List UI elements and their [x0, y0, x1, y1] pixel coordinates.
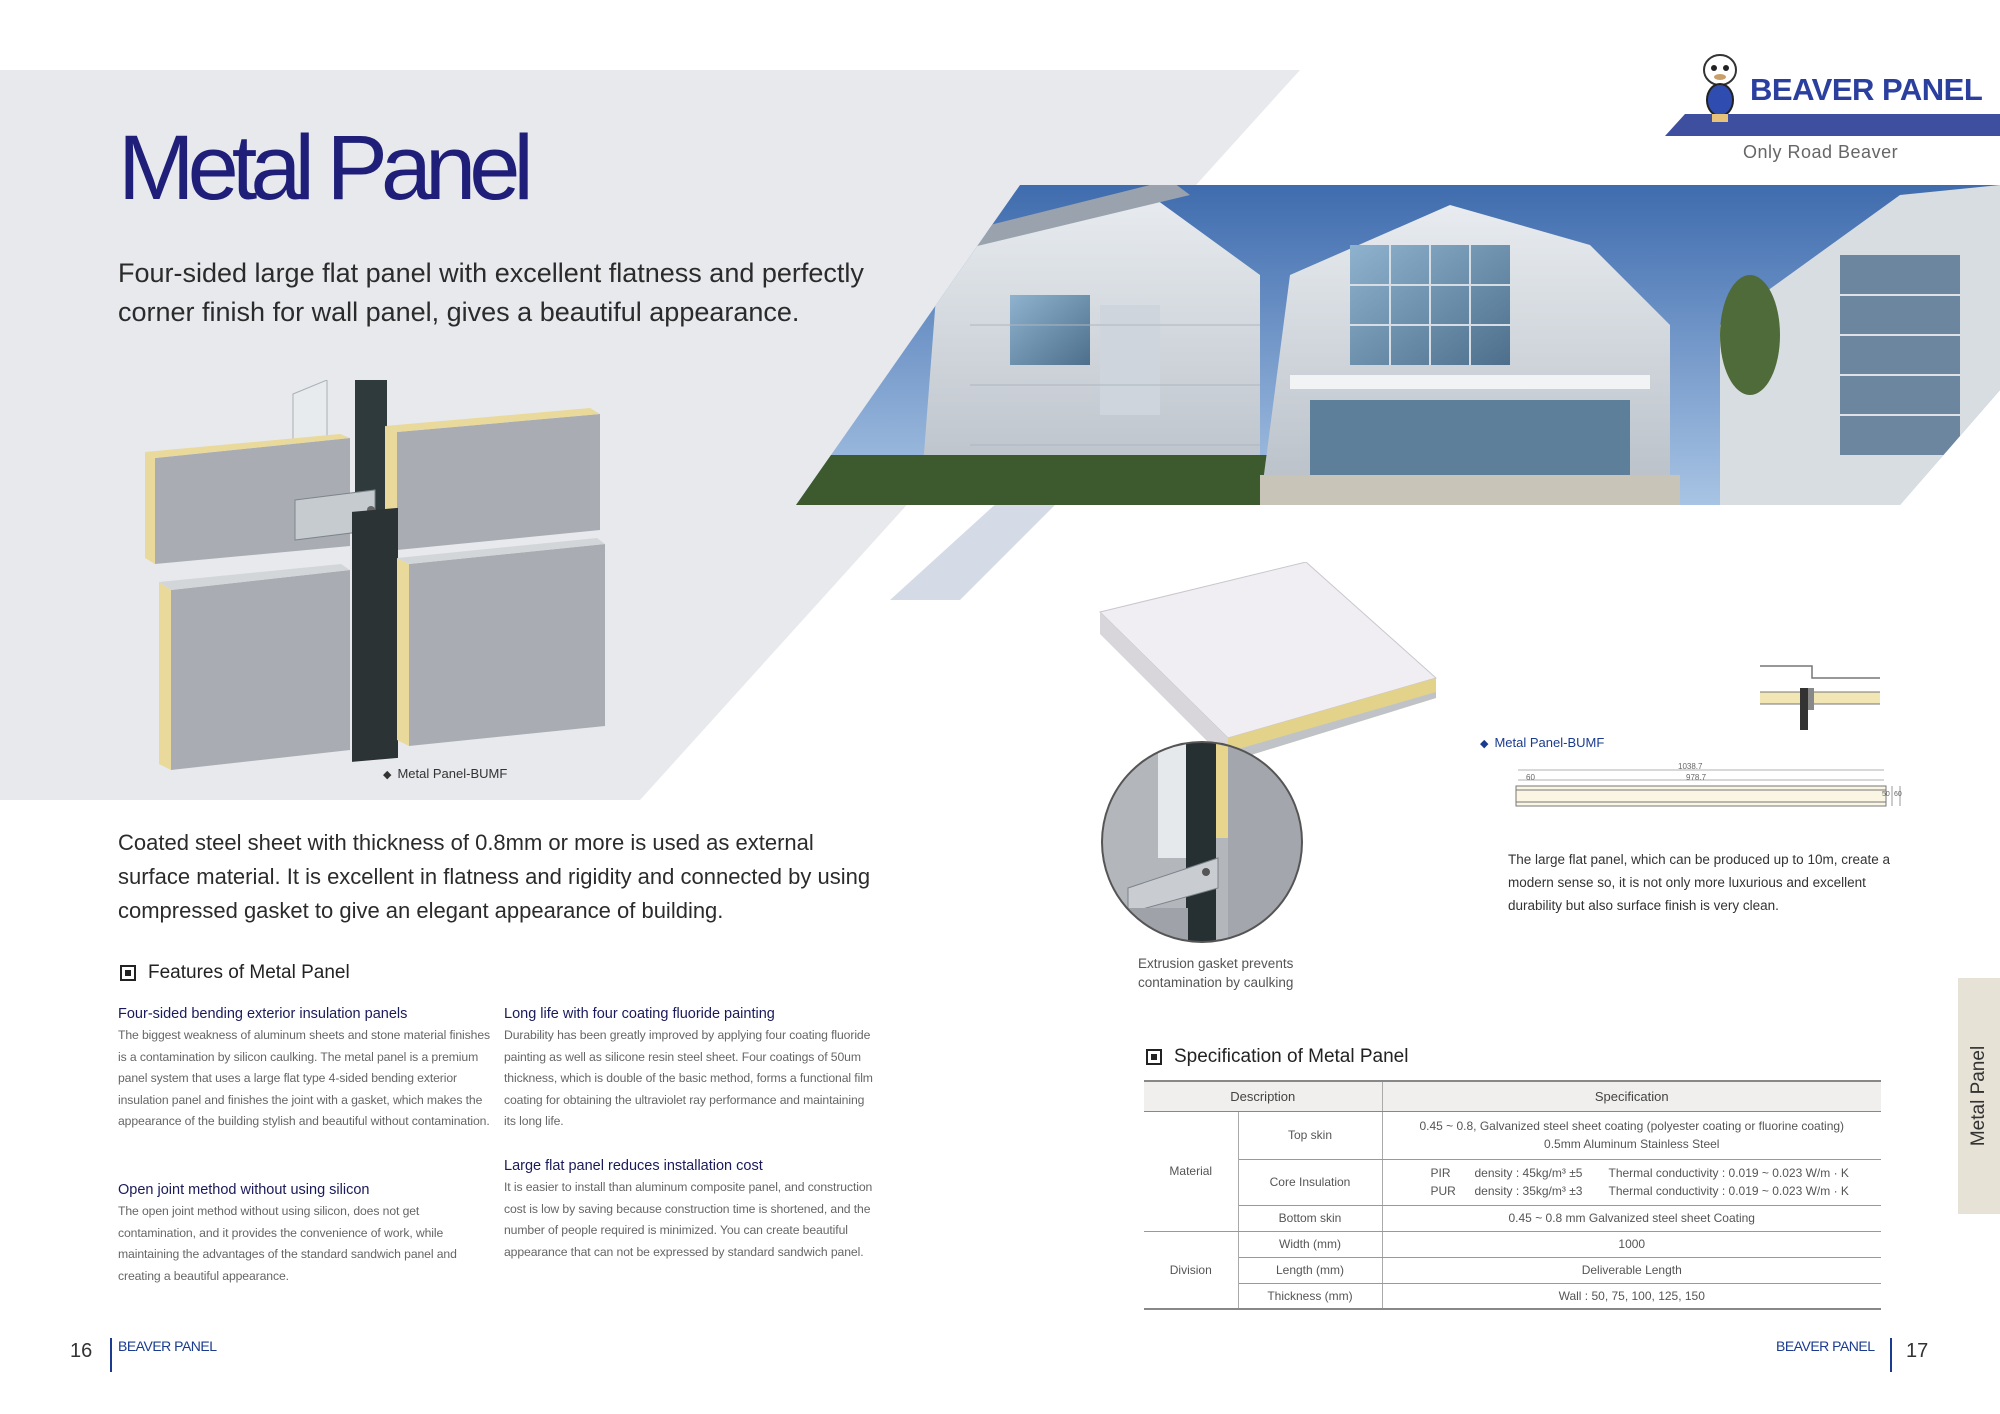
side-tab[interactable]: [1958, 978, 2000, 1214]
pur-thermal: Thermal conductivity : 0.019 ~ 0.023 W/m · K: [1608, 1184, 1849, 1198]
panel-section-drawing: [1508, 760, 1904, 810]
side-tab-label: Metal Panel: [1968, 1045, 1989, 1147]
pir-name: PIR: [1430, 1166, 1451, 1180]
feature-item: [504, 1158, 876, 1263]
feature-body: The open joint method without using silicon, does not get contamination, and it provides the convenience of work, while maintaining the advantages of the standard sandwich panel and creating a beautiful appearance.: [118, 1204, 457, 1283]
left-panel-caption: [383, 766, 507, 781]
material-description: Coated steel sheet with thickness of 0.8mm or more is used as external surface material. It is excellent in flatness and rigidity and connected by using compressed gasket to give an elegant appearance of building.: [118, 830, 871, 923]
table-row: [1144, 1257, 1881, 1283]
pur-density: density : 35kg/m³ ±3: [1474, 1184, 1583, 1198]
square-bullet-icon: [1146, 1049, 1162, 1065]
pur-name: PUR: [1430, 1184, 1456, 1198]
left-footer-divider: [110, 1338, 112, 1372]
left-panel-caption-text: Metal Panel-BUMF: [397, 766, 508, 781]
thickness-value: Wall : 50, 75, 100, 125, 150: [1382, 1283, 1881, 1309]
right-footer-brand: BEAVER PANEL: [1776, 1338, 1875, 1354]
feature-title: Long life with four coating fluoride painting: [504, 1006, 775, 1022]
length-value: Deliverable Length: [1382, 1257, 1881, 1283]
top-skin-value: [1382, 1111, 1881, 1159]
diamond-bullet-icon: ◆: [383, 769, 392, 781]
division-label: Division: [1144, 1231, 1238, 1309]
page-title: Metal Panel: [118, 117, 527, 219]
feature-body: It is easier to install than aluminum composite panel, and construction cost is low by saving because construction time is shortened, and the number of people required is minimized. You can create beautiful appearance that can not be expressed by standard sandwich panel.: [504, 1180, 873, 1259]
panel-section-lines: [1508, 760, 1904, 810]
top-skin-line2: 0.5mm Aluminum Stainless Steel: [1544, 1137, 1720, 1151]
width-label: Width (mm): [1238, 1231, 1382, 1257]
bottom-skin-value: 0.45 ~ 0.8 mm Galvanized steel sheet Coating: [1382, 1205, 1881, 1231]
core-label: Core Insulation: [1238, 1159, 1382, 1205]
feature-item: [504, 1006, 876, 1133]
top-skin-label: Top skin: [1238, 1111, 1382, 1159]
beaver-mascot-icon: [1690, 50, 1750, 124]
col-specification: Specification: [1382, 1081, 1881, 1111]
feature-title: Four-sided bending exterior insulation panels: [118, 1006, 408, 1022]
gasket-detail-circle: [1098, 738, 1306, 946]
feature-item: [118, 1006, 490, 1133]
feature-title: Large flat panel reduces installation cost: [504, 1158, 763, 1174]
spec-table: [1144, 1080, 1881, 1310]
intro-text: Four-sided large flat panel with excellent flatness and perfectly corner finish for wall panel, gives a beautiful appearance.: [118, 258, 864, 327]
table-row: [1144, 1111, 1881, 1159]
table-row: [1144, 1231, 1881, 1257]
right-page-number: 17: [1906, 1340, 1929, 1362]
right-description: The large flat panel, which can be produced up to 10m, create a modern sense so, it is not only more luxurious and excellent durability but also surface finish is very clean.: [1508, 852, 1890, 913]
dim-left: 60: [1526, 773, 1535, 782]
table-row: [1144, 1283, 1881, 1309]
bottom-skin-label: Bottom skin: [1238, 1205, 1382, 1231]
left-page-number: 16: [70, 1340, 93, 1362]
core-value: [1382, 1159, 1881, 1205]
dim-inner: 978.7: [1686, 773, 1707, 782]
brand-slogan: Only Road Beaver: [1743, 142, 1899, 162]
gasket-caption: Extrusion gasket prevents contamination by caulking: [1138, 956, 1294, 990]
building-photo: [790, 185, 2000, 505]
left-footer-brand: BEAVER PANEL: [118, 1338, 217, 1354]
pir-density: density : 45kg/m³ ±5: [1474, 1166, 1583, 1180]
col-description: Description: [1144, 1081, 1382, 1111]
features-heading-text: Features of Metal Panel: [148, 962, 350, 983]
spec-heading-text: Specification of Metal Panel: [1174, 1046, 1409, 1067]
spec-heading: [1146, 1046, 1408, 1068]
right-panel-caption: [1480, 735, 1604, 750]
features-heading: [120, 962, 350, 984]
dim-total: 1038.7: [1678, 762, 1703, 771]
dim-thickness-1: 50: [1882, 791, 1890, 798]
metal-panel-illustration: [145, 380, 625, 780]
diamond-bullet-icon: ◆: [1480, 738, 1489, 750]
feature-body: The biggest weakness of aluminum sheets and stone material finishes is a contamination by silicon caulking. The metal panel is a premium panel system that uses a large flat type 4-sided bending exterior insulation panel and finishes the joint with a gasket, which makes the appearance of the building stylish and beautiful without contamination.: [118, 1028, 490, 1128]
right-footer-divider: [1890, 1338, 1892, 1372]
thickness-label: Thickness (mm): [1238, 1283, 1382, 1309]
feature-title: Open joint method without using silicon: [118, 1182, 370, 1198]
brand-logo: [1660, 48, 2000, 168]
right-panel-caption-text: Metal Panel-BUMF: [1494, 735, 1605, 750]
pir-thermal: Thermal conductivity : 0.019 ~ 0.023 W/m · K: [1608, 1166, 1849, 1180]
feature-body: Durability has been greatly improved by applying four coating fluoride painting as well as silicone resin steel sheet. Four coatings of 50um thickness, which is double of the basic method, forms a functional film coating for obtaining the ultraviolet ray performance and maintaining its long life.: [504, 1028, 873, 1128]
table-row: [1144, 1159, 1881, 1205]
square-bullet-icon: [120, 965, 136, 981]
dim-thickness-2: 60: [1894, 791, 1902, 798]
table-header-row: [1144, 1081, 1881, 1111]
top-skin-line1: 0.45 ~ 0.8, Galvanized steel sheet coating (polyester coating or fluorine coating): [1419, 1119, 1845, 1133]
length-label: Length (mm): [1238, 1257, 1382, 1283]
pir-line: [1431, 1164, 1878, 1182]
table-row: [1144, 1205, 1881, 1231]
brand-name: BEAVER PANEL: [1750, 72, 1983, 107]
material-label: Material: [1144, 1111, 1238, 1231]
feature-item: [118, 1182, 490, 1287]
pur-line: [1431, 1182, 1878, 1200]
joint-profile-drawing: [1760, 664, 1880, 730]
width-value: 1000: [1382, 1231, 1881, 1257]
